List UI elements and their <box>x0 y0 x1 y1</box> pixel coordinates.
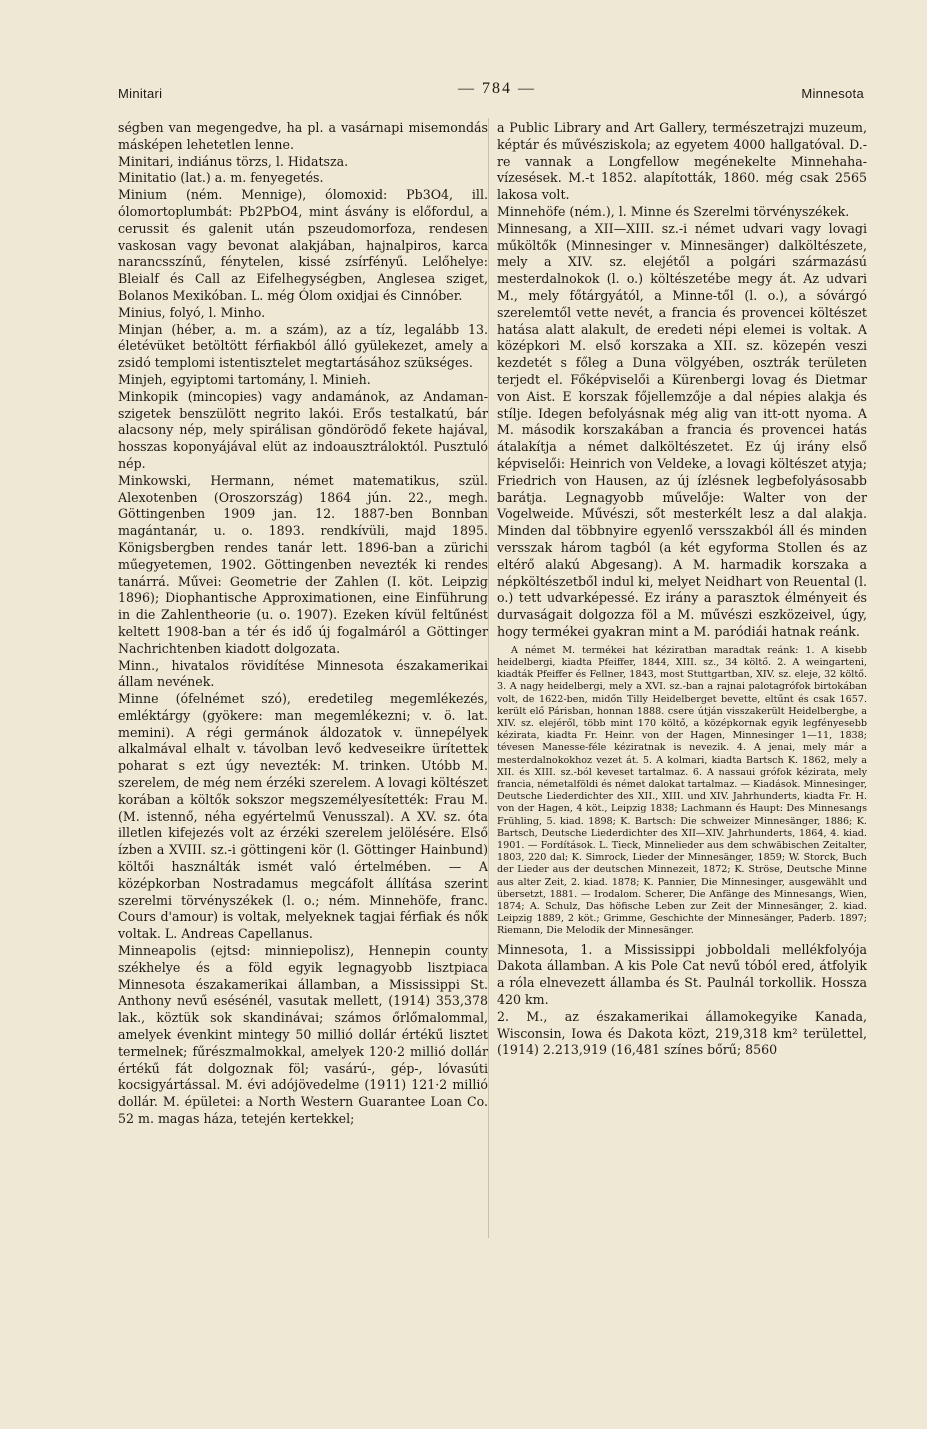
entry-minneapolis: Minneapolis (ejtsd: minniepolisz), Hennepin county székhelye és a föld egyik legnagyobb lisztpiaca Minnesota északamerikai államban, a Mississippi St. Anthony nevű esésénél, vasutak mellett, (1914) 353,378 lak., köztük sok skandinávai; számos őrlőmalommal, amelyek évenkint mintegy 50 millió dollár értékű lisztet termelnek; fűrészmalmokkal, amelyek 120·2 millió dollár értékű fát dolgoznak föl; vasárú-, gép-, lóvasúti kocsigyártással. M. évi adójövedelme (1911) 121·2 millió dollár. M. épületei: a North Western Guarantee Loan Co. 52 m. magas háza, tetején kertekkel; <box>118 943 488 1127</box>
entry-continuation: ségben van megengedve, ha pl. a vasárnapi misemondás másképen lehetetlen lenne. <box>118 120 488 152</box>
entry-minius: Minius, folyó, l. Minho. <box>118 304 266 320</box>
entry-minn: Minn., hivatalos rövidítése Minnesota északamerikai állam nevének. <box>118 657 488 690</box>
entry-minitari: Minitari, indiánus törzs, l. Hidatsza. <box>118 153 349 169</box>
entry-minne: Minne (ófelnémet szó), eredetileg megemlékezés, emléktárgy (gyökere: man megemlékezni; v. ö. lat. memini). A régi germánok áldozatok v. ünnepélyek alkalmával elhalt v. távolban levő kedveseikre ürítettek poharat s ezt úgy nevezték: M. trinken. Utóbb M. szerelem, de még nem érzéki szerelem. A lovagi költészet korában a költők sokszor megszemélyesítették: Frau M. (M. istennő, néha egyértelmű Venusszal). A XV. sz. óta illetlen kifejezés volt az érzéki szerelem jelölésére. Első ízben a XVIII. sz.-i göttingeni kör (l. Göttinger Hainbund) költői használták ismét való értelmében. — A középkorban Nostradamus megcáfolt állítása szerint szerelmi törvényszékek (l. o.; ném. Minnehöfe, franc. Cours d'amour) is voltak, melyeknek tagjai férfiak és nők voltak. L. Andreas Capellanus. <box>118 691 488 942</box>
right-column <box>497 120 867 1059</box>
entry-minkowski: Minkowski, Hermann, német matematikus, szül. Alexotenben (Oroszország) 1864 jún. 22., megh. Göttingenben 1909 jan. 12. 1887-ben Bonnban magántanár, u. o. 1893. rendkívüli, majd 1895. Königsbergben rendes tanár lett. 1896-ban a zürichi műegyetemen, 1902. Göttingenben nevezték ki rendes tanárrá. Művei: Geometrie der Zahlen (I. köt. Leipzig 1896); Diophantische Approximationen, eine Einführung in die Zahlentheorie (u. o. 1907). Ezeken kívül feltűnést keltett 1908-ban a tér és idő új fogalmáról a Göttinger Nachrichtenben kiadott dolgozata. <box>118 472 488 656</box>
header-right-keyword: Minnesota <box>801 86 864 101</box>
entry-minneapolis-cont: a Public Library and Art Gallery, természetrajzi muzeum, képtár és művésziskola; az egyetem 4000 hallgatóval. D.-re vannak a Longfellow megénekelte Minnehaha-vízesések. M.-t 1852. alapították, 1860. még csak 2565 lakosa volt. <box>497 120 867 203</box>
entry-minkopik: Minkopik (mincopies) vagy andamánok, az Andaman-szigetek benszülött negrito lakói. Erős testalkatú, bár alacsony nép, mely spirálisan göndörödő fekete hajával, hosszas koponyájával elüt az indoausztráloktól. Pusztuló nép. <box>118 388 488 471</box>
small-print-block <box>497 645 867 938</box>
entry-minnesota-state: 2. M., az északamerikai államokegyike Kanada, Wisconsin, Iowa és Dakota közt, 219,318 km² területtel, (1914) 2.213,919 (16,481 színes bőrű; 8560 <box>497 1008 867 1058</box>
entry-minitatio: Minitatio (lat.) a. m. fenyegetés. <box>118 170 324 186</box>
entry-minjan: Minjan (héber, a. m. a szám), az a tíz, legalább 13. életévüket betöltött férfiakból álló gyülekezet, amely a zsidó templomi istentisztelet megtartásához szükséges. <box>118 321 488 371</box>
entry-minjeh: Minjeh, egyiptomi tartomány, l. Minieh. <box>118 371 371 387</box>
page-header <box>118 72 864 102</box>
header-left-keyword: Minitari <box>118 86 163 101</box>
entry-minnehofe: Minnehöfe (ném.), l. Minne és Szerelmi törvényszékek. <box>497 203 850 219</box>
page-number: — 784 — <box>458 80 536 97</box>
entry-minnesang: Minnesang, a XII—XIII. sz.-i német udvari vagy lovagi műköltők (Minnesinger v. Minnesänger) dalköltészete, mely a XIV. sz. elejétől a polgári származású mesterdalnokok (l. o.) költészetébe megy át. Az udvari M., mely főtárgyától, a Minne-től (l. o.), a sóvárgó szerelemtől vette nevét, a francia és provencei költészet hatása alatt alakult, de eredeti népi elemei is voltak. A középkori M. első korszaka a XII. sz. közepén veszi kezdetét s főleg a Duna völgyében, osztrák területen terjedt el. Főképviselői a Kürenbergi lovag és Dietmar von Aist. E korszak főjellemzője a dal népies alakja és stílje. Idegen befolyásnak még alig van itt-ott nyoma. A M. második korszakában a francia és provencei hatás átalakítja a német dalköltészetet. Ez új irány első képviselői: Heinrich von Veldeke, a lovagi költészet atyja; Friedrich von Hausen, az új ízlésnek legbefolyásosabb barátja. Legnagyobb művelője: Walter von der Vogelweide. Művészi, sőt mesterkélt lesz a dal alakja. Minden dal többnyire egyenlő versszakból áll és minden versszak három tagból (a két egyforma Stollen és az eltérő alakú Abgesang). A M. harmadik korszaka a népköltészetből indul ki, melyet Neidhart von Reuental (l. o.) tett udvarképessé. Ez irány a parasztok élményeit és durvaságait dolgozza föl a M. művészi eszközeivel, úgy, hogy termékei gyakran mint a M. paródiái hatnak reánk. <box>497 220 867 639</box>
entry-minium: Minium (ném. Mennige), ólomoxid: Pb3O4, ill. ólomortoplumbát: Pb2PbO4, mint ásvány is előfordul, a cerussit és galenit után pszeudomorfoza, rendesen vaskosan vagy bevonat alakjában, hajnalpiros, karca narancsszínű, fénytelen, kissé zsírfényű. Lelőhelye: Bleialf és Call az Eifelhegységben, Anglesea sziget, Bolanos Mexikóban. L. még Ólom oxidjai és Cinnóber. <box>118 187 488 303</box>
left-column <box>118 120 488 1128</box>
column-divider <box>488 118 489 1238</box>
entry-minnesota-river: Minnesota, 1. a Mississippi jobboldali mellékfolyója Dakota államban. A kis Pole Cat nevű tóból ered, átfolyik a róla elnevezett államba és St. Paulnál torkollik. Hossza 420 km. <box>497 941 867 1007</box>
small-print-text: A német M. termékei hat kéziratban maradtak reánk: 1. A kisebb heidelbergi, kiadta Pfeiffer, 1844, XIII. sz., 34 költő. 2. A weingarteni, kiadták Pfeiffer és Fellner, 1843, most Stuttgartban, XIV. sz. eleje, 32 költő. 3. A nagy heidelbergi, mely a XVI. sz.-ban a rajnai palotagrófok birtokában volt, de 1622-ben, midőn Tilly Heidelberget bevette, eltűnt és csak 1657. került elő Párisban, honnan 1888. csere útján visszakerült Heidelbergbe, a XIV. sz. elejéről, több mint 170 költő, a középkornak egyik legfényesebb kézirata, kiadta Fr. Heinr. von der Hagen, Minnesinger 1—11, 1838; tévesen Manesse-féle kéziratnak is nevezik. 4. A jenai, mely már a mesterdalnokokhoz vezet át. 5. A kolmari, kiadta Bartsch K. 1862, mely a XII. és XIII. sz.-ból keveset tartalmaz. 6. A nassaui grófok kézirata, mely francia, németalföldi és német dalokat tartalmaz. — Kiadások. Minnesinger, Deutsche Liederdichter des XII., XIII. und XIV. Jahrhunderts, kiadta Fr. H. von der Hagen, 4 köt., Leipzig 1838; Lachmann és Haupt: Des Minnesangs Frühling, 5. kiad. 1898; K. Bartsch: Die schweizer Minnesänger, 1886; K. Bartsch, Deutsche Liederdichter des XII—XIV. Jahrhunderts, 1864, 4. kiad. 1901. — Fordítások. L. Tieck, Minnelieder aus dem schwäbischen Zeitalter, 1803, 220 dal; K. Simrock, Lieder der Minnesänger, 1859; W. Storck, Buch der Lieder aus der deutschen Minnezeit, 1872; K. Ströse, Deutsche Minne aus alter Zeit, 2. kiad. 1878; K. Pannier, Die Minnesinger, ausgewählt und übersetzt, 1881. — Irodalom. Scherer, Die Anfänge des Minnesangs, Wien, 1874; A. Schulz, Das höfische Leben zur Zeit der Minnesänger, 2. kiad. Leipzig 1889, 2 köt.; Grimme, Geschichte der Minnesänger, Paderb. 1897; Riemann, Die Melodik der Minnesänger. <box>497 644 867 937</box>
